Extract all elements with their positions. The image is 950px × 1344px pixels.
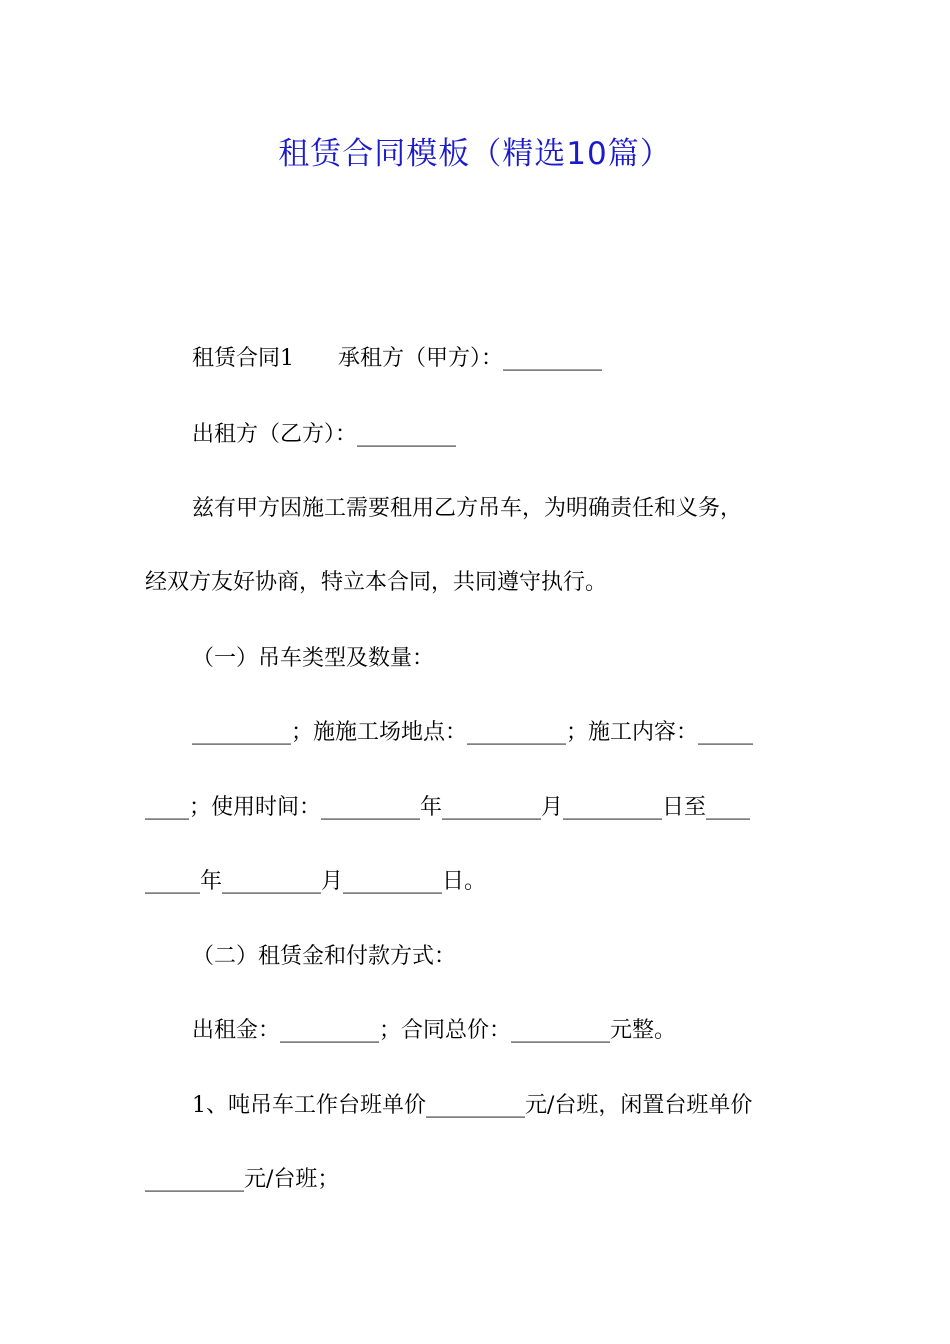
section-1-line-3: _____年_________月_________日。 — [145, 869, 487, 894]
preamble-line-2: 经双方友好协商，特立本合同，共同遵守执行。 — [145, 570, 608, 595]
preamble-line-1: 兹有甲方因施工需要租用乙方吊车，为明确责任和义务， — [192, 496, 743, 521]
section-2-line-1: 出租金：_________；合同总价：_________元整。 — [192, 1018, 677, 1043]
section-1-line-2: ____；使用时间：_________年_________月_________日至____ — [145, 795, 751, 820]
section-2-heading: （二）租赁金和付款方式： — [192, 944, 457, 969]
contract-heading-line: 租赁合同1 承租方（甲方）：_________ — [192, 346, 602, 371]
section-2-item-1-line-1: 1、吨吊车工作台班单价_________元/台班，闲置台班单价 — [192, 1093, 753, 1118]
section-1-line-1: _________；施施工场地点：_________；施工内容：_____ — [192, 720, 754, 745]
document-title: 租赁合同模板（精选10篇） — [278, 136, 672, 172]
section-1-heading: （一）吊车类型及数量： — [192, 646, 435, 671]
section-2-item-1-line-2: _________元/台班； — [145, 1167, 340, 1192]
lessor-line: 出租方（乙方）：_________ — [192, 422, 457, 447]
